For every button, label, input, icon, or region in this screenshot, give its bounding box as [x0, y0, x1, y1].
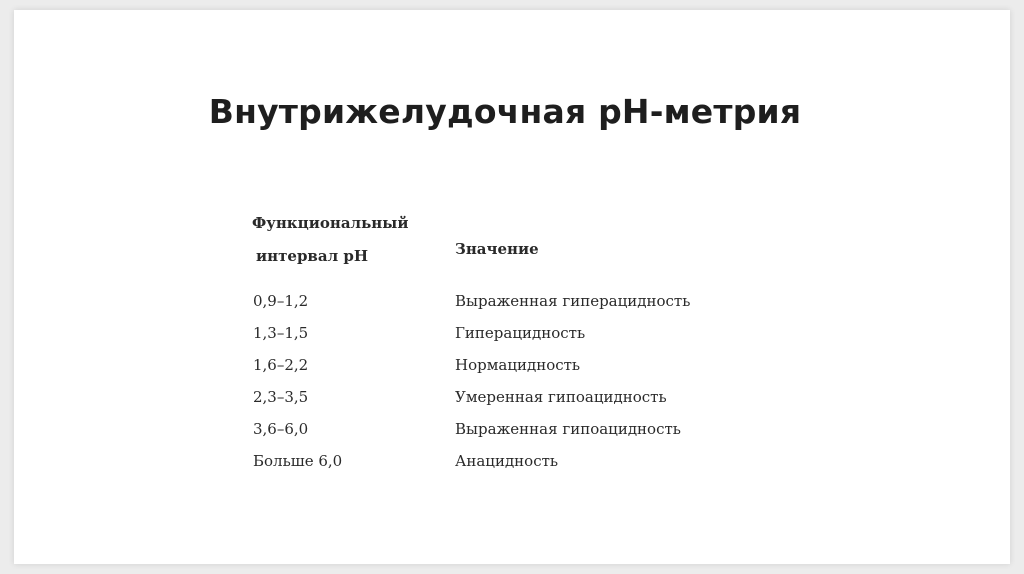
row-interval: 1,6–2,2	[253, 356, 309, 374]
header-value: Значение	[455, 240, 539, 258]
slide-title: Внутрижелудочная pH-метрия	[208, 92, 802, 131]
row-value: Гиперацидность	[455, 324, 586, 342]
row-value: Нормацидность	[455, 356, 581, 374]
row-value: Умеренная гипоацидность	[455, 388, 667, 406]
row-interval: 0,9–1,2	[253, 292, 309, 310]
header-interval-line1: Функциональный	[252, 214, 409, 232]
row-interval: Больше 6,0	[253, 452, 343, 470]
header-interval-line2: интервал pH	[256, 247, 369, 265]
row-value: Выраженная гиперацидность	[455, 292, 691, 310]
row-value: Выраженная гипоацидность	[455, 420, 681, 438]
row-interval: 2,3–3,5	[253, 388, 309, 406]
row-interval: 1,3–1,5	[253, 324, 309, 342]
row-value: Анацидность	[455, 452, 559, 470]
row-interval: 3,6–6,0	[253, 420, 309, 438]
